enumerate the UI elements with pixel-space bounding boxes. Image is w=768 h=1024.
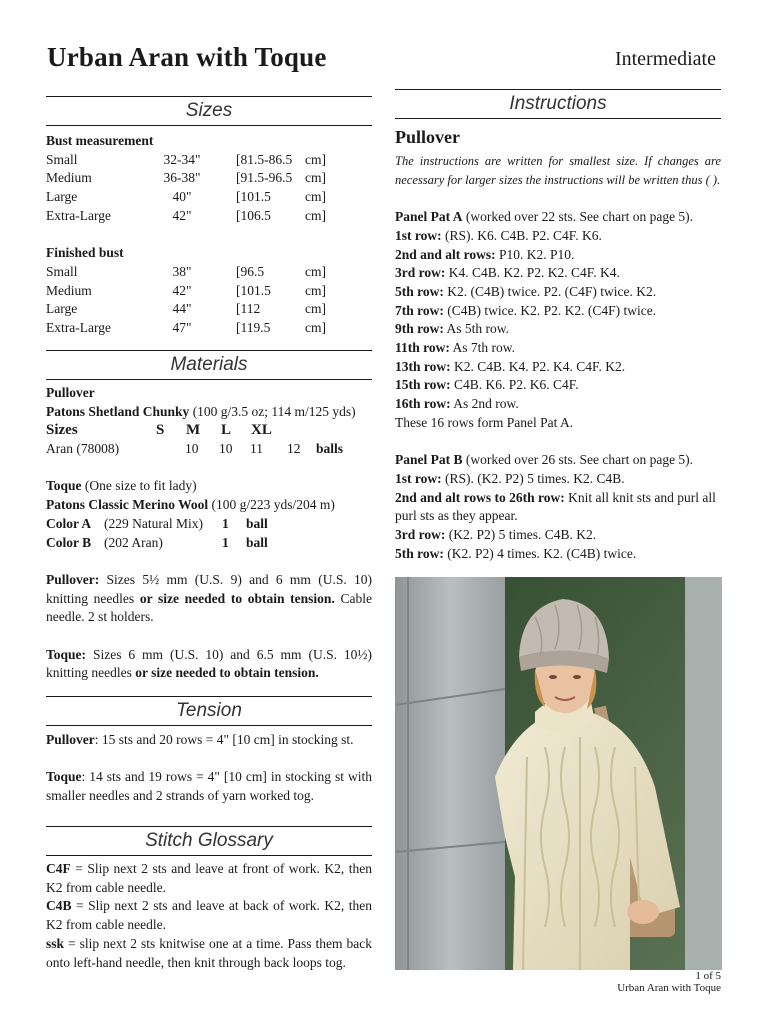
size-row bbox=[46, 207, 372, 226]
size-row bbox=[46, 151, 372, 170]
pat-a-rows bbox=[395, 227, 721, 414]
tension-pullover: Pullover: 15 sts and 20 rows = 4" [10 cm] in stocking st. bbox=[46, 732, 354, 747]
glossary-heading: Stitch Glossary bbox=[46, 826, 372, 856]
skill-level: Intermediate bbox=[614, 48, 716, 70]
needles-toque: Toque: Sizes 6 mm (U.S. 10) and 6.5 mm (U.S. 10½) knitting needles or size needed to obtain tension. bbox=[46, 646, 372, 681]
pattern-row: 16th row: As 2nd row. bbox=[395, 396, 519, 412]
size-unit: cm] bbox=[305, 207, 326, 223]
pattern-row: 3rd row: K4. C4B. K2. P2. K2. C4F. K4. bbox=[395, 265, 620, 281]
glossary-item: ssk = slip next 2 sts knitwise one at a time. Pass them back onto left-hand needle, then knit through back loops tog. bbox=[46, 935, 372, 970]
pattern-row: 11th row: As 7th row. bbox=[395, 340, 516, 356]
glossary-item: C4F = Slip next 2 sts and leave at front of work. K2, then K2 from cable needle. bbox=[46, 861, 372, 895]
glossary-section bbox=[46, 860, 372, 972]
pattern-row: 13th row: K2. C4B. K4. P2. K4. C4F. K2. bbox=[395, 358, 626, 374]
pat-b-title: Panel Pat B (worked over 26 sts. See chart on page 5). bbox=[395, 452, 694, 468]
size-cm: [101.5 bbox=[236, 282, 271, 298]
toque-line: Toque (One size to fit lady) bbox=[46, 478, 197, 494]
sizes-heading: Sizes bbox=[46, 96, 372, 126]
materials-section bbox=[46, 384, 372, 683]
size-inches: 40" bbox=[172, 189, 192, 205]
pullover-subheading: Pullover bbox=[395, 127, 460, 147]
materials-heading: Materials bbox=[46, 350, 372, 380]
size-cm: [101.5 bbox=[236, 189, 271, 205]
size-inches: 47" bbox=[172, 319, 192, 335]
size-unit: cm] bbox=[305, 170, 326, 186]
pattern-row: 15th row: C4B. K6. P2. K6. C4F. bbox=[395, 377, 579, 393]
size-inches: 42" bbox=[172, 282, 192, 298]
size-row bbox=[46, 263, 372, 282]
size-unit: cm] bbox=[305, 282, 326, 298]
pattern-row: 2nd and alt rows to 26th row: Knit all knit sts and purl all purl sts as they appear. bbox=[395, 489, 716, 524]
instructions-intro: The instructions are written for smallest size. If changes are necessary for larger sizes the instructions will be written thus ( ). bbox=[395, 154, 721, 187]
size-row bbox=[46, 300, 372, 319]
size-row bbox=[46, 188, 372, 207]
pat-a-summary: These 16 rows form Panel Pat A. bbox=[395, 414, 574, 430]
size-cm: [96.5 bbox=[236, 263, 265, 279]
size-cm: [112 bbox=[236, 301, 261, 317]
page-title: Urban Aran with Toque bbox=[47, 42, 327, 72]
pattern-row: 2nd and alt rows: P10. K2. P10. bbox=[395, 246, 575, 262]
size-inches: 32-34" bbox=[163, 151, 201, 167]
size-inches: 42" bbox=[172, 207, 192, 223]
pattern-row: 9th row: As 5th row. bbox=[395, 321, 510, 337]
pattern-row: 5th row: K2. (C4B) twice. P2. (C4F) twice. K2. bbox=[395, 283, 657, 299]
size-unit: cm] bbox=[305, 319, 326, 335]
size-cm: [119.5 bbox=[236, 319, 271, 335]
size-name: Medium bbox=[46, 282, 92, 298]
pattern-row: 1st row: (RS). (K2. P2) 5 times. K2. C4B. bbox=[395, 470, 625, 486]
page-number: 1 of 5 bbox=[695, 970, 721, 982]
size-unit: cm] bbox=[305, 301, 326, 317]
color-a-row: Color A (229 Natural Mix) 1 ball bbox=[46, 515, 268, 531]
yarn2-line: Patons Classic Merino Wool (100 g/223 yds/204 m) bbox=[46, 497, 335, 513]
size-unit: cm] bbox=[305, 263, 326, 279]
sizes-section bbox=[46, 132, 372, 338]
size-cm: [91.5-96.5 bbox=[236, 170, 293, 186]
pat-b-rows bbox=[395, 470, 721, 564]
size-inches: 44" bbox=[172, 301, 192, 317]
bust-label: Bust measurement bbox=[46, 133, 154, 148]
size-row bbox=[46, 282, 372, 301]
pattern-row: 5th row: (K2. P2) 4 times. K2. (C4B) twice. bbox=[395, 545, 637, 561]
size-name: Extra-Large bbox=[46, 207, 111, 223]
size-cm: [81.5-86.5 bbox=[236, 151, 293, 167]
pat-a-title: Panel Pat A (worked over 22 sts. See chart on page 5). bbox=[395, 209, 694, 225]
footer-title: Urban Aran with Toque bbox=[617, 982, 721, 994]
size-name: Extra-Large bbox=[46, 319, 111, 335]
size-cm: [106.5 bbox=[236, 207, 271, 223]
size-unit: cm] bbox=[305, 189, 326, 205]
size-inches: 36-38" bbox=[163, 170, 201, 186]
size-name: Small bbox=[46, 263, 78, 279]
tension-toque: Toque: 14 sts and 19 rows = 4" [10 cm] in stocking st with smaller needles and 2 strands of yarn worked tog. bbox=[46, 769, 372, 804]
pattern-row: 7th row: (C4B) twice. K2. P2. K2. (C4F) twice. bbox=[395, 302, 657, 318]
yarn1-line: Patons Shetland Chunky (100 g/3.5 oz; 114 m/125 yds) bbox=[46, 403, 356, 419]
finished-label: Finished bust bbox=[46, 245, 124, 261]
needles-pullover: Pullover: Sizes 5½ mm (U.S. 9) and 6 mm (U.S. 10) knitting needles or size needed to obtain tension. Cable needle. 2 st holders. bbox=[46, 571, 372, 625]
pattern-row: 1st row: (RS). K6. C4B. P2. C4F. K6. bbox=[395, 227, 602, 243]
size-name: Small bbox=[46, 151, 78, 167]
aran-row: Aran (78008) 10 10 11 12 balls bbox=[46, 441, 344, 457]
pullover-label: Pullover bbox=[46, 385, 95, 400]
instructions-section bbox=[395, 125, 721, 563]
size-row bbox=[46, 169, 372, 188]
size-row bbox=[46, 319, 372, 338]
instructions-heading: Instructions bbox=[395, 89, 721, 119]
tension-heading: Tension bbox=[46, 696, 372, 726]
sizes-header-row: Sizes S M L XL bbox=[46, 422, 272, 439]
size-unit: cm] bbox=[305, 151, 326, 167]
page-footer bbox=[617, 970, 721, 994]
size-name: Medium bbox=[46, 170, 92, 186]
model-photo bbox=[395, 577, 722, 970]
size-name: Large bbox=[46, 301, 78, 317]
size-name: Large bbox=[46, 189, 78, 205]
size-inches: 38" bbox=[172, 263, 192, 279]
pattern-row: 3rd row: (K2. P2) 5 times. C4B. K2. bbox=[395, 527, 597, 543]
color-b-row: Color B (202 Aran) 1 ball bbox=[46, 534, 268, 550]
bust-table bbox=[46, 151, 372, 226]
finished-table bbox=[46, 263, 372, 338]
tension-section bbox=[46, 731, 372, 806]
glossary-item: C4B = Slip next 2 sts and leave at back of work. K2, then K2 from cable needle. bbox=[46, 898, 372, 933]
